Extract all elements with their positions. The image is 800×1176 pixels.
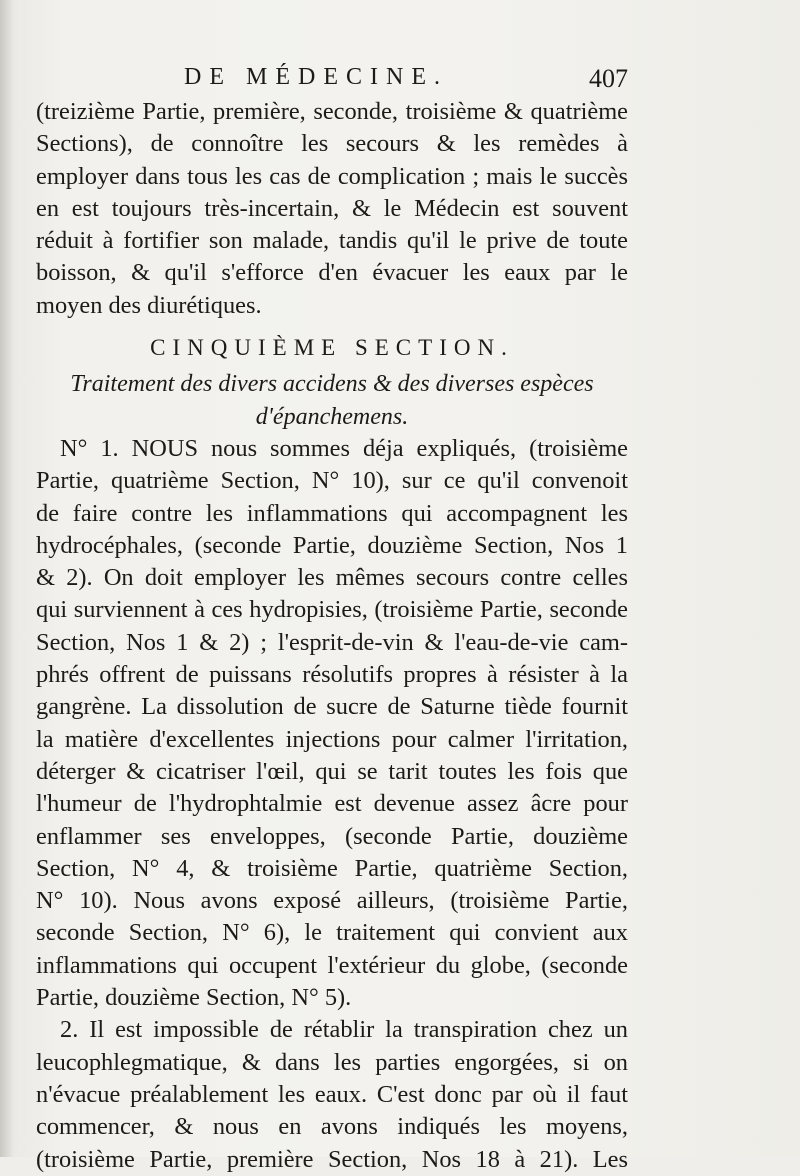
text-line: phrés offrent de puissans résolutifs propres à résister à la xyxy=(36,661,628,689)
text-line: Section, Nos 1 & 2) ; l'esprit-de-vin & l'eau-de-vie cam- xyxy=(36,628,628,656)
opening-paragraph xyxy=(36,96,628,322)
text-line: seconde Section, N° 6), le traitement qui convient aux xyxy=(36,919,628,947)
text-line: réduit à fortifier son malade, tandis qu'il le prive de toute xyxy=(36,227,628,255)
text-line: Partie, douzième Section, N° 5). xyxy=(36,984,352,1012)
text-line: Sections), de connoître les secours & les remèdes à xyxy=(36,130,628,158)
section-subtitle: d'épanchemens. xyxy=(255,403,409,430)
text-line: commencer, & nous en avons indiqués les moyens, xyxy=(36,1113,628,1141)
text-line: leucophlegmatique, & dans les parties engorgées, si on xyxy=(36,1048,628,1076)
text-line: en est toujours très-incertain, & le Médecin est souvent xyxy=(36,194,628,222)
page-number: 407 xyxy=(589,64,628,93)
text-line: boisson, & qu'il s'efforce d'en évacuer les eaux par le xyxy=(36,259,628,287)
text-line: de faire contre les inflammations qui accompagnent les xyxy=(36,499,628,527)
text-line: déterger & cicatriser l'œil, qui se tarit toutes les fois que xyxy=(36,757,628,785)
text-line: 2. Il est impossible de rétablir la transpiration chez un xyxy=(60,1016,628,1044)
text-line: (troisième Partie, première Section, Nos 18 à 21). Les xyxy=(36,1145,628,1173)
text-line: employer dans tous les cas de complication ; mais le succès xyxy=(36,162,628,190)
text-line: enflammer ses enveloppes, (seconde Partie, douzième xyxy=(36,822,628,850)
text-line: N° 1. NOUS nous sommes déja expliqués, (troisième xyxy=(60,434,628,462)
page-header xyxy=(36,64,628,98)
text-line: N° 10). Nous avons exposé ailleurs, (troisième Partie, xyxy=(36,887,628,915)
text-line: Section, N° 4, & troisième Partie, quatrième Section, xyxy=(36,854,628,882)
text-line: l'humeur de l'hydrophtalmie est devenue assez âcre pour xyxy=(36,790,628,818)
text-line: hydrocéphales, (seconde Partie, douzième Section, Nos 1 xyxy=(36,531,628,559)
text-line: (treizième Partie, première, seconde, troisième & quatrième xyxy=(36,98,628,125)
text-line: qui surviennent à ces hydropisies, (troisième Partie, seconde xyxy=(36,596,628,624)
paragraph-2 xyxy=(36,1014,628,1175)
text-line: la matière d'excellentes injections pour calmer l'irritation, xyxy=(36,725,628,753)
section-heading: CINQUIÈME SECTION. xyxy=(150,335,514,361)
paragraph-1 xyxy=(36,433,628,1014)
text-line: gangrène. La dissolution de sucre de Saturne tiède fournit xyxy=(36,693,628,721)
text-line: n'évacue préalablement les eaux. C'est donc par où il faut xyxy=(36,1080,628,1108)
gutter-shadow xyxy=(0,0,14,1157)
body-text xyxy=(36,96,628,1176)
text-line: Partie, quatrième Section, N° 10), sur ce qu'il convenoit xyxy=(36,467,628,495)
section-subtitle: Traitement des divers accidens & des diverses espèces xyxy=(70,371,594,398)
running-title: DE MÉDECINE. xyxy=(184,64,448,90)
text-line: moyen des diurétiques. xyxy=(36,291,262,319)
text-line: inflammations qui occupent l'extérieur du globe, (seconde xyxy=(36,951,628,979)
text-line: & 2). On doit employer les mêmes secours contre celles xyxy=(36,564,628,592)
